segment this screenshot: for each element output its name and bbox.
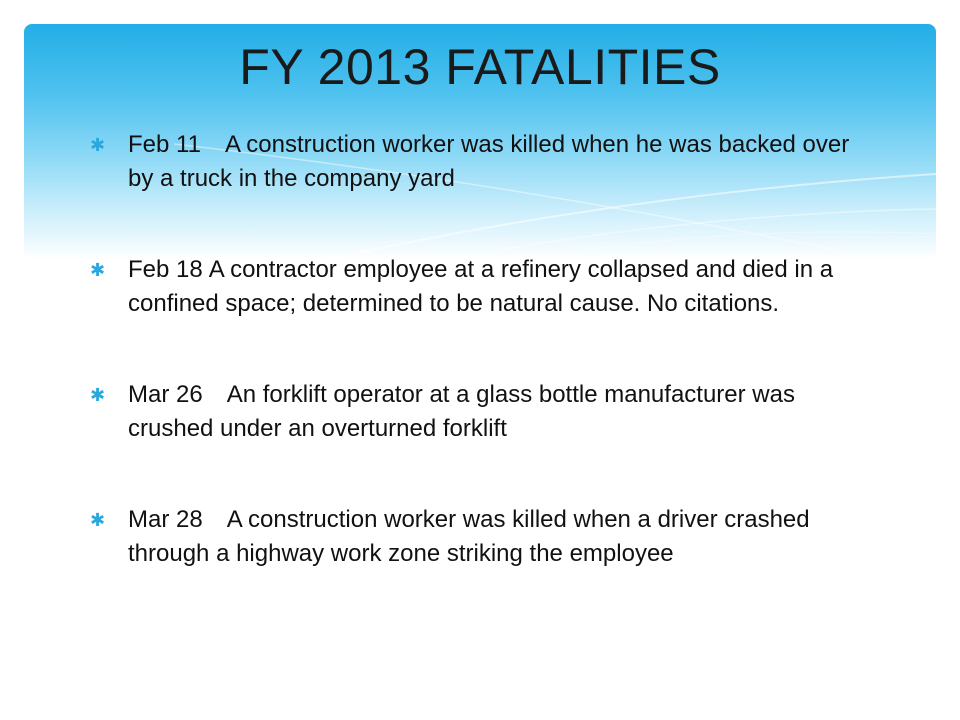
bullet-item	[90, 253, 870, 321]
bullet-item	[90, 503, 870, 571]
star-bullet-icon: ✱	[90, 385, 106, 405]
star-bullet-icon: ✱	[90, 260, 106, 280]
bullet-text: A contractor employee at a refinery collapsed and died in a confined space; determined to be natural cause. No citations.	[128, 256, 834, 317]
bullet-date: Feb 11	[128, 131, 201, 158]
bullet-text: An forklift operator at a glass bottle manufacturer was crushed under an overturned forklift	[128, 381, 795, 442]
bullet-text: A construction worker was killed when a driver crashed through a highway work zone striking the employee	[128, 506, 810, 567]
bullet-date: Mar 28	[128, 506, 203, 533]
bullet-date: Feb 18	[128, 256, 203, 283]
slide-title: FY 2013 FATALITIES	[239, 39, 721, 95]
bullet-list	[90, 128, 870, 571]
bullet-item	[90, 378, 870, 446]
bullet-text: A construction worker was killed when he was backed over by a truck in the company yard	[128, 131, 850, 192]
bullet-date: Mar 26	[128, 381, 203, 408]
bullet-item	[90, 128, 870, 196]
star-bullet-icon: ✱	[90, 510, 106, 530]
star-bullet-icon: ✱	[90, 135, 106, 155]
